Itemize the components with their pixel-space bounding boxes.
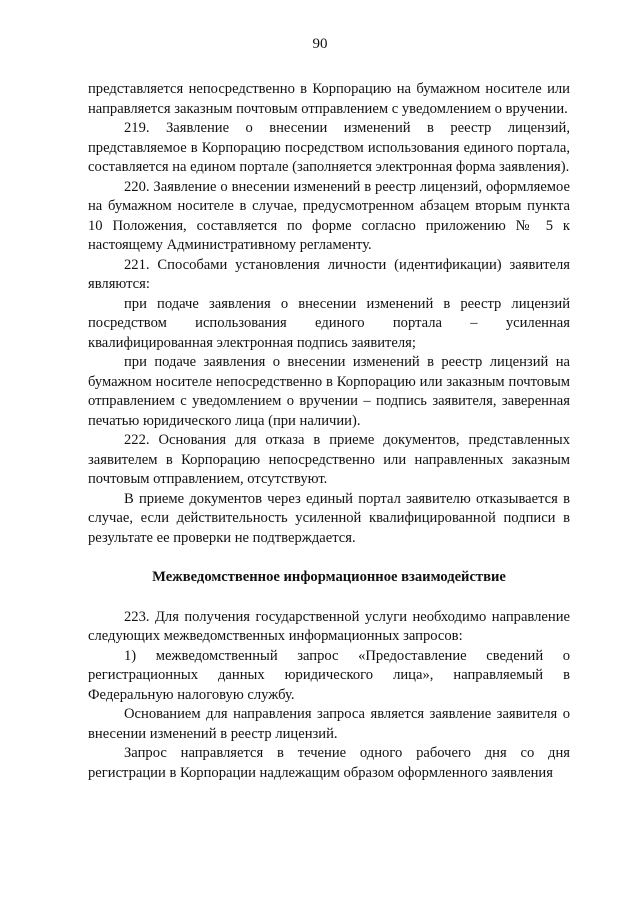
- document-body: [88, 80, 570, 783]
- paragraph-223-request: 1) межведомственный запрос «Предоставление сведений о регистрационных данных юридического лица», направляемый в Федеральную налоговую службу.: [88, 647, 570, 703]
- paragraph-220: 220. Заявление о внесении изменений в реестр лицензий, оформляемое на бумажном носителе в случае, предусмотренном абзацем вторым пункта 10 Положения, составляется по форме согласно приложению № 5 к настоящему Административному регламенту.: [88, 178, 570, 253]
- paragraph-continuation: представляется непосредственно в Корпорацию на бумажном носителе или направляется заказным почтовым отправлением с уведомлением о вручении.: [88, 81, 570, 117]
- paragraph-221-paper: при подаче заявления о внесении изменений в реестр лицензий на бумажном носителе непосредственно в Корпорацию или заказным почтовым отправлением с уведомлением о вручении – подпись заявителя, заверенная печатью юридического лица (при наличии).: [88, 354, 570, 429]
- paragraph-223: 223. Для получения государственной услуги необходимо направление следующих межведомственных информационных запросов:: [88, 608, 570, 644]
- section-heading: Межведомственное информационное взаимодействие: [152, 569, 506, 585]
- paragraph-221: 221. Способами установления личности (идентификации) заявителя являются:: [88, 256, 570, 292]
- page-number: 90: [312, 36, 328, 52]
- paragraph-221-portal: при подаче заявления о внесении изменений в реестр лицензий посредством использования единого портала – усиленная квалифицированная электронная подпись заявителя;: [88, 295, 570, 351]
- paragraph-222: 222. Основания для отказа в приеме документов, представленных заявителем в Корпорацию непосредственно или направленных заказным почтовым отправлением, отсутствуют.: [88, 432, 570, 487]
- paragraph-222-portal: В приеме документов через единый портал заявителю отказывается в случае, если действительность усиленной квалифицированной подписи в результате ее проверки не подтверждается.: [88, 490, 570, 546]
- paragraph-223-basis: Основанием для направления запроса является заявление заявителя о внесении изменений в реестр лицензий.: [88, 706, 570, 742]
- paragraph-223-timing: Запрос направляется в течение одного рабочего дня со дня регистрации в Корпорации надлежащим образом оформленного заявления: [88, 745, 570, 781]
- paragraph-219: 219. Заявление о внесении изменений в реестр лицензий, представляемое в Корпорацию посредством использования единого портала, составляется на едином портале (заполняется электронная форма заявления).: [88, 120, 570, 175]
